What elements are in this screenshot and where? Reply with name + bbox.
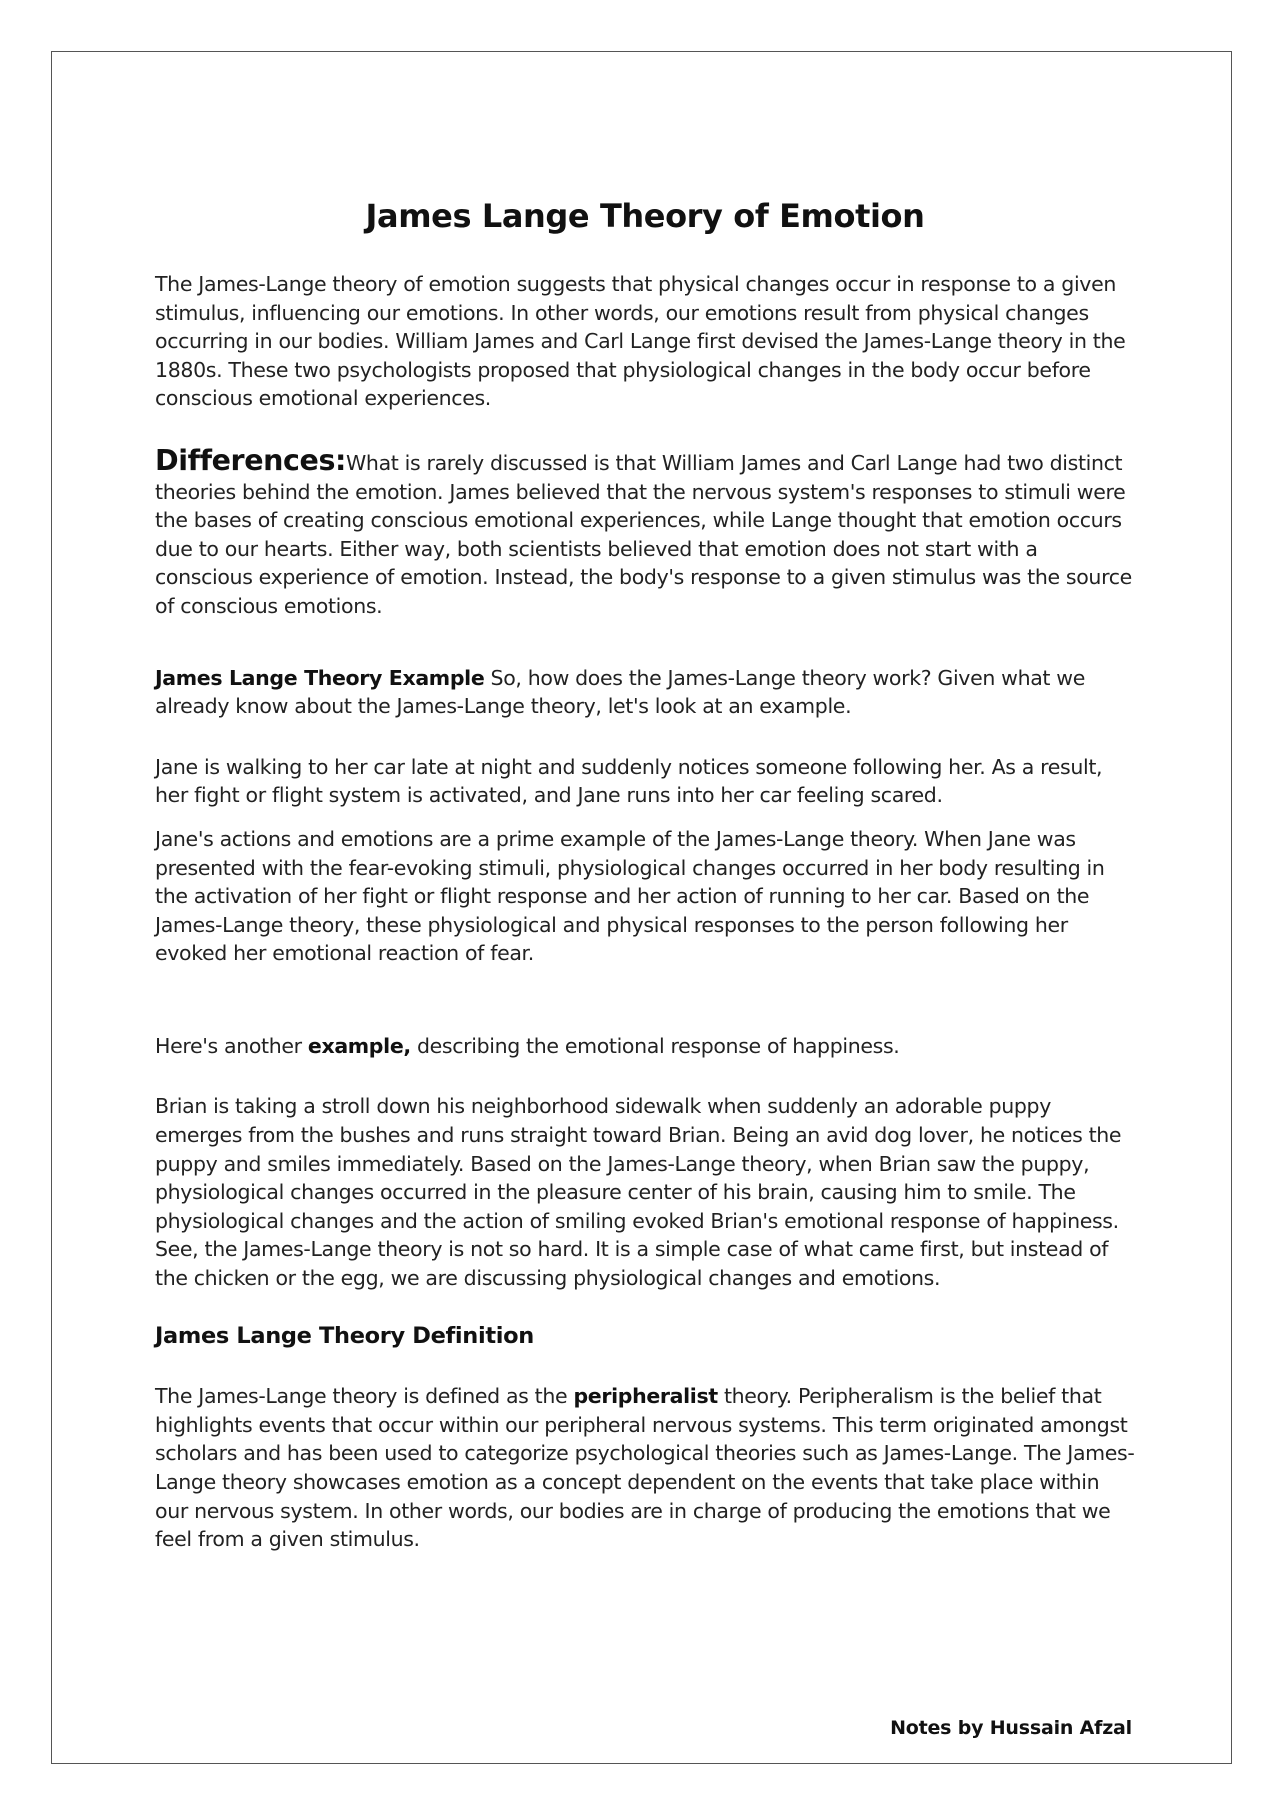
definition-after: theory. Peripheralism is the belief that highlights events that occur within our peripheral nervous systems. This term originated amongst scholars and has been used to categorize psychological theories such as James-Lange. The James-Lange theory showcases emotion as a concept dependent on the events that take place within our nervous system. In other words, our bodies are in charge of producing the emotions that we feel from a given stimulus. (155, 1384, 1135, 1552)
another-example-before: Here's another (155, 1033, 308, 1058)
footer-author-note: Notes by Hussain Afzal (890, 1717, 1132, 1739)
definition-heading: James Lange Theory Definition (155, 1322, 534, 1349)
document-title: James Lange Theory of Emotion (365, 197, 925, 235)
brian-paragraph: Brian is taking a stroll down his neighborhood sidewalk when suddenly an adorable puppy emerges from the bushes and runs straight toward Brian. Being an avid dog lover, he notices the puppy and smiles immediately. Based on the James-Lange theory, when Brian saw the puppy, physiological changes occurred in the pleasure center of his brain, causing him to smile. The physiological changes and the action of smiling evoked Brian's emotional response of happiness. (155, 1094, 1122, 1233)
differences-paragraph (155, 443, 1135, 621)
another-example-paragraph (155, 1032, 1135, 1061)
another-example-after: describing the emotional response of happiness. (410, 1033, 900, 1058)
jane-paragraph-2: Jane's actions and emotions are a prime example of the James-Lange theory. When Jane was presented with the fear-evoking stimuli, physiological changes occurred in her body resulting in the activation of her fight or flight response and her action of running to her car. Based on the James-Lange theory, these physiological and physical responses to the person following her evoked her emotional reaction of fear. (155, 826, 1105, 966)
example-intro-paragraph (155, 664, 1135, 721)
definition-paragraph (155, 1382, 1135, 1554)
document-body (155, 196, 1135, 1554)
differences-text: What is rarely discussed is that William James and Carl Lange had two distinct theories behind the emotion. James believed that the nervous system's responses to stimuli were the bases of creating conscious emotional experiences, while Lange thought that emotion occurs due to our hearts. Either way, both scientists believed that emotion does not start with a conscious experience of emotion. Instead, the body's response to a given stimulus was the source of conscious emotions. (155, 450, 1132, 618)
example-label: James Lange Theory Example (155, 665, 485, 690)
example-intro-text: So, how does the James-Lange theory work? Given what we already know about the James-Lange theory, let's look at an example. (155, 665, 1085, 719)
differences-label: Differences: (155, 443, 347, 477)
definition-before: The James-Lange theory is defined as the (155, 1384, 574, 1409)
definition-bold: peripheralist (573, 1384, 718, 1409)
intro-paragraph: The James-Lange theory of emotion suggests that physical changes occur in response to a given stimulus, influencing our emotions. In other words, our emotions result from physical changes occurring in our bodies. William James and Carl Lange first devised the James-Lange theory in the 1880s. These two psychologists proposed that physiological changes in the body occur before conscious emotional experiences. (155, 272, 1126, 411)
another-example-bold: example, (307, 1033, 411, 1058)
summary-paragraph: See, the James-Lange theory is not so hard. It is a simple case of what came first, but instead of the chicken or the egg, we are discussing physiological changes and emotions. (155, 1237, 1109, 1291)
jane-paragraph-1: Jane is walking to her car late at night and suddenly notices someone following her. As a result, her fight or flight system is activated, and Jane runs into her car feeling scared. (155, 754, 1103, 808)
